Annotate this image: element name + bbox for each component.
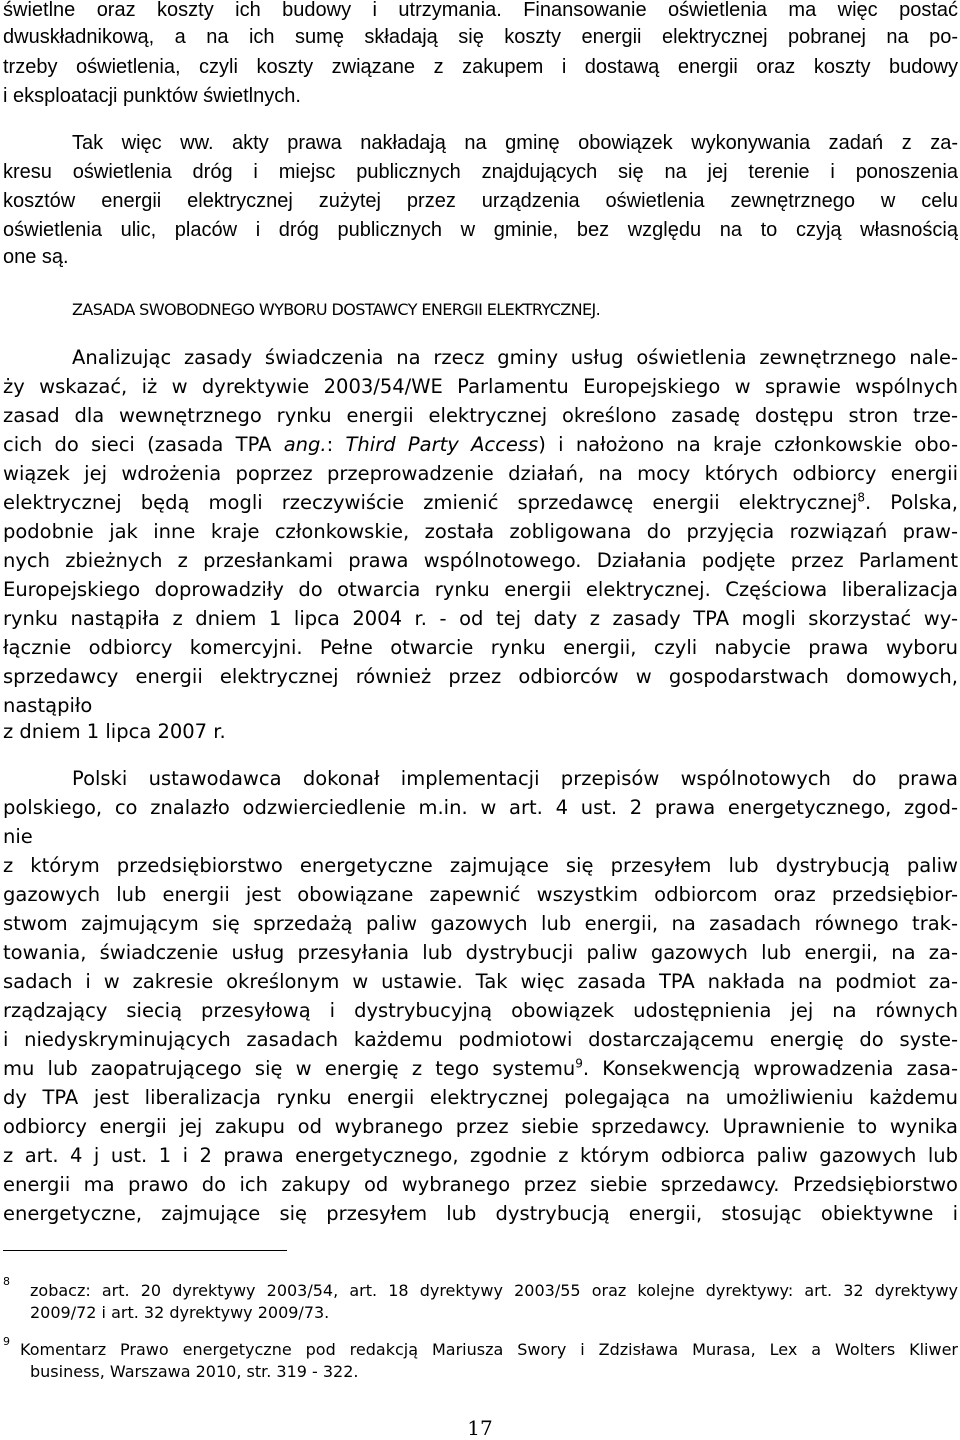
text-line: stwom zajmującym się sprzedażą paliw gazowych lub energii, na zasadach równego trak- — [3, 912, 958, 935]
text-line: i eksploatacji punktów świetlnych. — [3, 85, 301, 107]
text-line: mu lub zaopatrującego się w energię z tego systemu$^9$. Konsekwencją wprowadzenia zasa- — [3, 1056, 959, 1080]
text-line: sprzedawcy energii elektrycznej również przez odbiorców w gospodarstwach domowych, — [3, 665, 958, 688]
text-line: z którym przedsiębiorstwo energetyczne zajmujące się przesyłem lub dystrybucją paliw — [3, 854, 958, 877]
footnote-ref[interactable]: 8 — [857, 490, 866, 505]
text-line: wiązek jej wdrożenia poprzez przeprowadzenie działań, na mocy których odbiorcy energii — [3, 462, 958, 485]
footnote-marker: 8 — [3, 1275, 10, 1288]
text-line: energetyczne, zajmujące się przesyłem lub dystrybucją energii, stosując obiektywne i — [3, 1202, 958, 1225]
text-line: one są. — [3, 246, 69, 268]
footnote-separator — [3, 1250, 287, 1251]
text-line: polskiego, co znalazło odzwierciedlenie m.in. w art. 4 ust. 2 prawa energetycznego, zgod- — [3, 796, 958, 819]
footnote-text: business, Warszawa 2010, str. 319 - 322. — [30, 1362, 359, 1381]
footnote-ref[interactable]: 9 — [575, 1056, 583, 1071]
text-line: towania, świadczenie usług przesyłania lub dystrybucji paliw gazowych lub energii, na za- — [3, 941, 958, 964]
text-line: rynku nastąpiła z dniem 1 lipca 2004 r. - od tej daty z zasady TPA mogli skorzystać wy- — [3, 607, 958, 630]
text-line: dwuskładnikową, a na ich sumę składają się koszty energii elektrycznej pobranej na po- — [3, 26, 958, 48]
text-line: sadach i w zakresie określonym w ustawie. Tak więc zasada TPA nakłada na podmiot za- — [3, 970, 958, 993]
text-line: rządzający siecią przesyłową i dystrybucyjną obowiązek udostępnienia jej na równych — [3, 999, 958, 1022]
text-line: oświetlenia ulic, placów i dróg publicznych w gminie, bez względu na to czyją własnością — [3, 219, 958, 241]
footnote-text: Komentarz Prawo energetyczne pod redakcją Mariusza Swory i Zdzisława Murasa, Lex a Wolters Kliwer — [20, 1340, 958, 1359]
text-line: z dniem 1 lipca 2007 r. — [3, 720, 226, 743]
page-number: 17 — [467, 1416, 493, 1440]
text-line: Europejskiego doprowadziły do otwarcia rynku energii elektrycznej. Częściowa liberalizacja — [3, 578, 958, 601]
text-line: kresu oświetlenia dróg i miejsc publicznych znajdujących się na jej terenie i ponoszenia — [3, 161, 958, 183]
text-line: Analizując zasady świadczenia na rzecz gminy usług oświetlenia zewnętrznego nale- — [72, 346, 958, 369]
text-line: i niedyskryminujących zasadach każdemu podmiotowi dostarczającemu energię do syste- — [3, 1028, 958, 1051]
text-line: nastąpiło — [3, 694, 93, 717]
text-line: podobnie jak inne kraje członkowskie, została zobligowana do przyjęcia rozwiązań praw- — [3, 520, 958, 543]
section-heading: ZASADA SWOBODNEGO WYBORU DOSTAWCY ENERGII ELEKTRYCZNEJ. — [72, 300, 601, 319]
text-line: Polski ustawodawca dokonał implementacji przepisów wspólnotowych do prawa — [72, 767, 958, 790]
text-line: odbiorcy energii jej zakupu od wybranego przez siebie sprzedawcy. Uprawnienie to wynika — [3, 1115, 958, 1138]
text-line: gazowych lub energii jest obowiązane zapewnić wszystkim odbiorcom oraz przedsiębior- — [3, 883, 958, 906]
text-line: cich do sieci (zasada TPA ang.: Third Party Access) i nałożono na kraje członkowskie obo- — [3, 433, 959, 456]
text-line: łącznie odbiorcy komercyjni. Pełne otwarcie rynku energii, czyli nabycie prawa wyboru — [3, 636, 958, 659]
footnote-text: zobacz: art. 20 dyrektywy 2003/54, art. 18 dyrektywy 2003/55 oraz kolejne dyrektywy: art. 32 dyrektywy — [30, 1281, 958, 1300]
text-line: elektrycznej będą mogli rzeczywiście zmienić sprzedawcę energii elektrycznej$^8$. Polska, — [3, 490, 958, 514]
text-line: z art. 4 j ust. 1 i 2 prawa energetycznego, zgodnie z którym odbiorca paliw gazowych lub — [3, 1144, 958, 1167]
text-line: nych zbieżnych z przesłankami prawa wspólnotowego. Działania podjęte przez Parlament — [3, 549, 958, 572]
text-line: Tak więc ww. akty prawa nakładają na gminę obowiązek wykonywania zadań z za- — [72, 132, 958, 154]
text-line: nie — [3, 825, 33, 848]
text-line: ży wskazać, iż w dyrektywie 2003/54/WE Parlamentu Europejskiego w sprawie wspólnych — [3, 375, 958, 398]
footnote-marker: 9 — [3, 1335, 10, 1348]
text-line: kosztów energii elektrycznej zużytej przez urządzenia oświetlenia zewnętrznego w celu — [3, 190, 958, 212]
footnote-text: 2009/72 i art. 32 dyrektywy 2009/73. — [30, 1303, 330, 1322]
text-line: trzeby oświetlenia, czyli koszty związane z zakupem i dostawą energii oraz koszty budowy — [3, 56, 958, 78]
text-line: świetlne oraz koszty ich budowy i utrzymania. Finansowanie oświetlenia ma więc postać — [3, 0, 958, 21]
text-line: energii ma prawo do ich zakupy od wybranego przez siebie sprzedawcy. Przedsiębiorstwo — [3, 1173, 958, 1196]
text-line: zasad dla wewnętrznego rynku energii elektrycznej określono zasadę dostępu stron trze- — [3, 404, 958, 427]
text-line: dy TPA jest liberalizacja rynku energii elektrycznej polegająca na umożliwieniu każdemu — [3, 1086, 958, 1109]
